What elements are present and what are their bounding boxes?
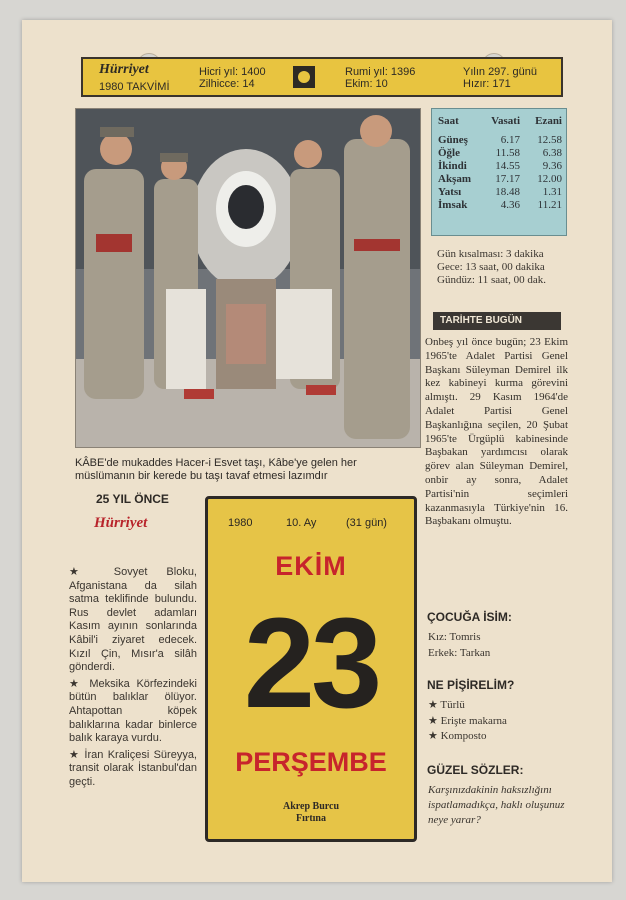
table-row [436, 186, 564, 199]
hijri-month: Zilhicce: 14 [199, 78, 255, 90]
calendar-storm: Fırtına [296, 813, 326, 824]
prayer-name: İkindi [438, 160, 467, 172]
sun-icon [293, 66, 315, 88]
vasati-value: 17.17 [495, 173, 520, 185]
menu-item: ★ Türlü [428, 699, 465, 711]
yil-once-title: 25 YIL ÖNCE [96, 492, 169, 506]
vasati-value: 14.55 [495, 160, 520, 172]
caption-line-1: KÂBE'de mukaddes Hacer-i Esvet taşı, Kâbe'ye gelen her [75, 457, 357, 469]
tarihte-bugun-label: TARİHTE BUGÜN [433, 312, 561, 330]
guzel-sozler-text: Karşınızdakinin haksızlığını ispatlamadıkça, haklı oluşunuz neye yarar? [428, 784, 565, 826]
column-header: Vasati [491, 115, 520, 127]
header-bar [81, 57, 563, 97]
guzel-sozler-title: GÜZEL SÖZLER: [427, 763, 524, 777]
vasati-value: 18.48 [495, 186, 520, 198]
photo-caption [75, 457, 425, 483]
ne-pisirelim-title: NE PİŞİRELİM? [427, 678, 515, 692]
calendar-day-number: 23 [243, 592, 379, 735]
day-length: Gündüz: 11 saat, 00 dak. [437, 274, 546, 286]
column-header: Ezani [535, 115, 562, 127]
night-length: Gece: 13 saat, 00 dakika [437, 261, 545, 273]
ne-pisirelim-list [428, 698, 507, 745]
yil-once-news [69, 566, 197, 793]
cocuga-isim-title: ÇOCUĞA İSİM: [427, 610, 512, 624]
calendar-label: 1980 TAKVİMİ [99, 81, 170, 93]
cocuga-isim-list [428, 630, 490, 661]
brand-logo: Hürriyet [99, 62, 149, 77]
prayer-name: Akşam [438, 173, 472, 185]
prayer-name: Güneş [438, 134, 468, 146]
calendar-month-no: 10. Ay [286, 517, 317, 529]
table-row [436, 160, 564, 173]
hijri-year: Hicri yıl: 1400 [199, 66, 266, 78]
calendar-day-count: (31 gün) [346, 517, 387, 529]
ezani-value: 1.31 [542, 186, 562, 198]
prayer-name: Öğle [438, 147, 460, 159]
ezani-value: 9.36 [542, 160, 562, 172]
ezani-value: 11.21 [537, 199, 562, 211]
news-item: ★ Meksika Körfezindeki bütün balıklar ölüyor. Ahtapottan köpek balıklarına kadar binlerce balık karaya vurdu. [69, 677, 197, 745]
day-length-info [437, 248, 572, 287]
girl-name: Kız: Tomris [428, 631, 481, 643]
kaaba-photo [75, 108, 421, 448]
prayer-name: İmsak [438, 199, 468, 211]
vasati-value: 11.58 [495, 147, 520, 159]
prayer-name: Yatsı [438, 186, 462, 198]
column-header: Saat [438, 115, 459, 127]
tarihte-bugun-text: Onbeş yıl önce bugün; 23 Ekim 1965'te Adalet Partisi Genel Başkanı Süleyman Demirel ilk kez kabineyi kurma görevini almıştı. 29 Kasım 1964'de Adalet Partisi Genel Başkanlığına seçilen, 20 Şubat 1965'te Ürgüplü kabinesinde Başbakan yardımcısı olarak görev alan Süleyman Demirel, onbir ay sonra, Adalet Partisi'nin seçimleri kazanmasıyla Türkiye'nin 16. Başbakanı olmuştu. [425, 336, 568, 528]
news-item: ★ İran Kraliçesi Süreyya, transit olarak İstanbul'dan geçti. [69, 748, 197, 788]
hizir-day: Hızır: 171 [463, 78, 511, 90]
vasati-value: 6.17 [500, 134, 520, 146]
menu-item: ★ Komposto [428, 730, 487, 742]
table-row [436, 147, 564, 160]
vasati-value: 4.36 [500, 199, 520, 211]
day-of-year: Yılın 297. günü [463, 66, 538, 78]
table-row [436, 199, 564, 212]
calendar-zodiac: Akrep Burcu [282, 801, 340, 812]
day-shortening: Gün kısalması: 3 dakika [437, 248, 544, 260]
ezani-value: 6.38 [542, 147, 562, 159]
calendar-month: EKİM [275, 551, 347, 581]
menu-item: ★ Erişte makarna [428, 714, 507, 727]
boy-name: Erkek: Tarkan [428, 646, 491, 659]
table-row [436, 134, 564, 147]
news-item: ★ Sovyet Bloku, Afganistana da silah satma teklifinde bulundu. Rus devlet adamları Kasım ayının sonlarında Kâbil'i ziyaret edecek. Kızıl Çin, Mısır'a silâh gönderdi. [69, 566, 197, 674]
calendar-weekday: PERŞEMBE [235, 747, 387, 777]
yil-once-brand: Hürriyet [94, 515, 148, 531]
caption-line-2: müslümanın bir kerede bu taşı tavaf etmesi lazımdır [75, 470, 328, 482]
ezani-value: 12.00 [537, 173, 562, 185]
prayer-times-table [431, 108, 567, 236]
calendar-year: 1980 [228, 517, 253, 529]
day-calendar-block [205, 496, 417, 842]
table-row [436, 173, 564, 186]
rumi-year: Rumi yıl: 1396 [345, 66, 416, 78]
ezani-value: 12.58 [537, 134, 562, 146]
rumi-month: Ekim: 10 [345, 78, 388, 90]
